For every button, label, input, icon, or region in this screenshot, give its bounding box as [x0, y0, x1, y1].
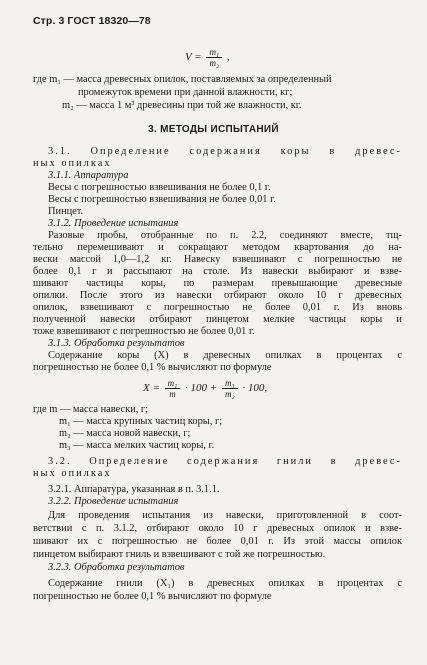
text-line: ветствии с п. 3.1.2, отбирают около 10 г древесных опилок и взве-	[33, 523, 402, 534]
numerator: m₃	[222, 378, 238, 389]
text-line: Содержание гнили (X₁) в древесных опилках в процентах с	[48, 578, 402, 589]
formula-lhs: V =	[185, 51, 202, 64]
definition-line: m₃ — масса мелких частиц коры, г.	[59, 440, 215, 451]
text-line: Разовые пробы, отобранные по п. 2.2, соединяют вместе, тщ-	[48, 230, 402, 241]
numerator: m₁	[165, 378, 181, 389]
text-line: опилки. После этого из навески отбирают около 10 г древесных	[33, 290, 402, 301]
definition-line: промежуток времени при данной влажности, кг;	[78, 87, 293, 98]
text-line: тельно перемешивают и сокращают методом квартования до на-	[33, 242, 402, 253]
denominator: m	[169, 389, 176, 399]
clause-heading: 3.1.1. Аппаратура	[48, 170, 129, 181]
text-line: более 0,1 г и рассыпают на столе. Из навески выбирают и взве-	[33, 266, 402, 277]
text-line: Весы с погрешностью взвешивания не более 0,1 г.	[48, 182, 271, 193]
clause-heading: 3.1.2. Проведение испытания	[48, 218, 179, 229]
fraction	[206, 47, 222, 68]
page-header: Стр. 3 ГОСТ 18320—78	[33, 15, 151, 27]
formula-bark	[143, 378, 267, 399]
text-line: Содержание коры (X) в древесных опилках в процентах с	[48, 350, 402, 361]
section-title: 3. МЕТОДЫ ИСПЫТАНИЙ	[148, 124, 279, 135]
text-line: Пинцет.	[48, 206, 84, 217]
text-line: опилок, взвешивают с погрешностью не более 0,01 г. Из вновь	[33, 302, 402, 313]
text-line: Весы с погрешностью взвешивания не более 0,01 г.	[48, 194, 276, 205]
subsection-heading: 3.1. Определение содержания коры в древес-	[48, 146, 402, 157]
definition-line: m₂ — масса новой навески, г;	[59, 428, 191, 439]
subsection-heading-cont: ных опилках	[33, 158, 112, 169]
definition-line: где m — масса навески, г;	[33, 404, 149, 415]
text-line: 3.2.1. Аппаратура, указанная в п. 3.1.1.	[48, 484, 220, 495]
subsection-heading: 3.2. Определение содержания гнили в древес-	[48, 456, 402, 467]
formula-volume	[185, 47, 230, 68]
text-line: вески массой 1,0—1,2 кг. Навеску взвешивают с погрешностью не	[33, 254, 402, 265]
text-line: пинцетом выбирают гниль и взвешивают с той же погрешностью.	[33, 549, 326, 560]
text-line: тоже взвешивают с погрешностью не более 0,01 г.	[33, 326, 255, 337]
text-line: шивают их с погрешностью не более 0,01 г. Из этой массы опилок	[33, 536, 402, 547]
formula-tail: · 100,	[242, 382, 268, 395]
formula-tail: ,	[226, 51, 230, 64]
subsection-heading-cont: ных опилках	[33, 468, 112, 479]
definition-line: где m₁ — масса древесных опилок, поставляемых за определенный	[33, 74, 332, 85]
clause-heading: 3.1.3. Обработка результатов	[48, 338, 185, 349]
denominator: m₂	[209, 58, 220, 68]
fraction	[165, 378, 181, 399]
text-line: шивают частицы коры, по размерам превышающие древесные	[33, 278, 402, 289]
clause-heading: 3.2.3. Обработка результатов	[48, 562, 185, 573]
denominator: m₂	[224, 389, 235, 399]
definition-line: m₁ — масса крупных частиц коры, г;	[59, 416, 223, 427]
text-line: полученной навески отбирают пинцетом мелкие частицы коры и	[33, 314, 402, 325]
text-line: погрешностью не более 0,1 % вычисляют по формуле	[33, 362, 272, 373]
text-line: Для проведения испытания из навески, приготовленной в соот-	[48, 510, 402, 521]
text-line: погрешностью не более 0,1 % вычисляют по формуле	[33, 591, 272, 602]
numerator: m₁	[206, 47, 222, 58]
fraction	[222, 378, 238, 399]
formula-mid: · 100 +	[185, 382, 218, 395]
definition-line: m₂ — масса 1 м³ древесины при той же влажности, кг.	[62, 100, 302, 111]
clause-heading: 3.2.2. Проведение испытания	[48, 496, 179, 507]
formula-lhs: X =	[143, 382, 160, 395]
